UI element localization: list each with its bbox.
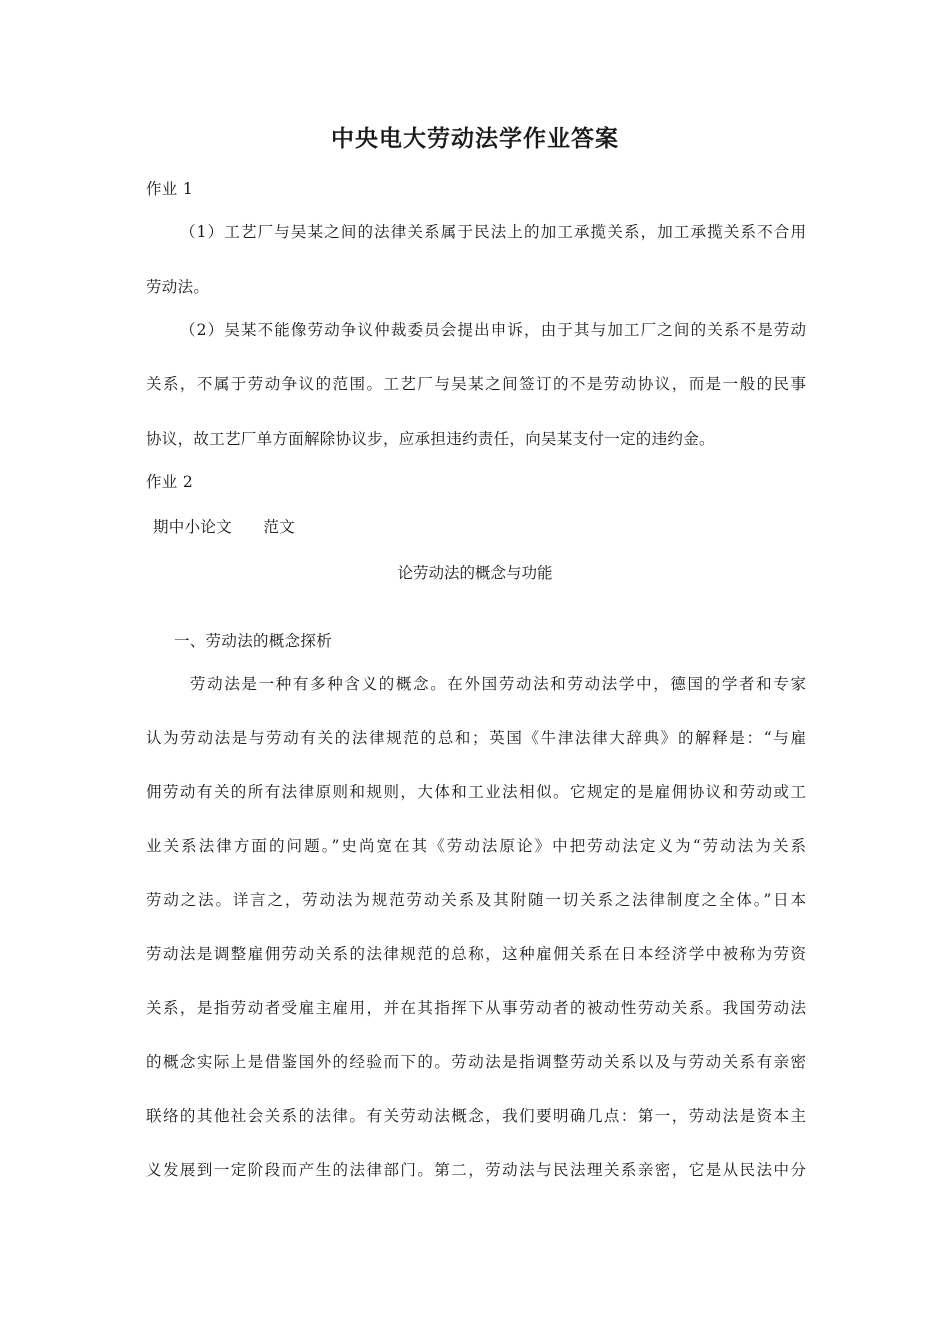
essay-paragraph-line-2: 认为劳动法是与劳动有关的法律规范的总和；英国《牛津法律大辞典》的解释是：“与雇 [146, 729, 806, 747]
essay-paragraph-line-8: 的概念实际上是借鉴国外的经验而下的。劳动法是指调整劳动关系以及与劳动关系有亲密 [146, 1053, 806, 1071]
hw1-answer-2-line-3: 协议，故工艺厂单方面解除协议步，应承担违约责任，向吴某支付一定的违约金。 [146, 430, 715, 448]
essay-paragraph-line-9: 联络的其他社会关系的法律。有关劳动法概念，我们要明确几点：第一，劳动法是资本主 [146, 1107, 806, 1125]
essay-title: 论劳动法的概念与功能 [397, 564, 553, 582]
hw1-answer-1-line-1: （1）工艺厂与吴某之间的法律关系属于民法上的加工承揽关系，加工承揽关系不合用 [180, 223, 806, 241]
hw1-answer-2-line-2: 关系，不属于劳动争议的范围。工艺厂与吴某之间签订的不是劳动协议，而是一般的民事 [146, 375, 806, 393]
homework-2-label: 作业 2 [146, 473, 193, 491]
homework-2-subtitle: 期中小论文 范文 [153, 518, 295, 536]
document-title: 中央电大劳动法学作业答案 [331, 126, 619, 152]
section-heading-1: 一、劳动法的概念探析 [174, 632, 333, 650]
essay-paragraph-line-3: 佣劳动有关的所有法律原则和规则，大体和工业法相似。它规定的是雇佣协议和劳动或工 [146, 783, 806, 801]
hw1-answer-1-line-2: 劳动法。 [146, 278, 210, 296]
essay-paragraph-line-5: 劳动之法。详言之，劳动法为规范劳动关系及其附随一切关系之法律制度之全体。”日本 [146, 891, 806, 909]
essay-paragraph-line-6: 劳动法是调整雇佣劳动关系的法律规范的总称，这种雇佣关系在日本经济学中被称为劳资 [146, 945, 806, 963]
essay-paragraph-line-1: 劳动法是一种有多种含义的概念。在外国劳动法和劳动法学中，德国的学者和专家 [190, 675, 806, 693]
essay-paragraph-line-10: 义发展到一定阶段而产生的法律部门。第二，劳动法与民法理关系亲密，它是从民法中分 [146, 1161, 806, 1179]
hw1-answer-2-line-1: （2）吴某不能像劳动争议仲裁委员会提出申诉，由于其与加工厂之间的关系不是劳动 [180, 321, 806, 339]
homework-1-label: 作业 1 [146, 180, 193, 198]
essay-paragraph-line-4: 业关系法律方面的问题。”史尚宽在其《劳动法原论》中把劳动法定义为“劳动法为关系 [146, 837, 806, 855]
essay-paragraph-line-7: 关系，是指劳动者受雇主雇用，并在其指挥下从事劳动者的被动性劳动关系。我国劳动法 [146, 999, 806, 1017]
